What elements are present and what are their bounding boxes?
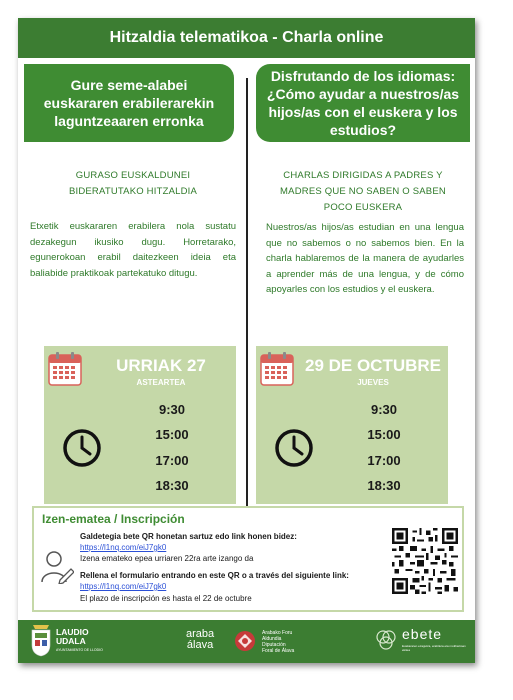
left-subtitle-line: GURASO EUSKALDUNEI bbox=[75, 170, 191, 181]
left-time-4: 18:30 bbox=[155, 478, 189, 493]
right-subtitle bbox=[263, 168, 463, 216]
poster-title: Hitzaldia telematikoa - Charla online bbox=[18, 18, 475, 58]
left-time-1: 9:30 bbox=[158, 402, 186, 417]
right-header-line: ¿Cómo ayudar a nuestros/as bbox=[266, 86, 460, 102]
right-subtitle-line: CHARLAS DIRIGIDAS A PADRES Y bbox=[283, 170, 443, 181]
left-header-line: Gure seme-alabei bbox=[70, 77, 188, 93]
left-time-3: 17:00 bbox=[155, 453, 189, 468]
clock-icon bbox=[274, 428, 314, 468]
clock-icon bbox=[62, 428, 102, 468]
eu-instruction: Galdetegia bete QR honetan sartuz edo link honen bidez: bbox=[80, 532, 297, 541]
araba-wordmark: araba álava bbox=[186, 628, 215, 651]
es-deadline-note: El plazo de inscripción es hasta el 22 de octubre bbox=[80, 594, 252, 603]
footer bbox=[18, 620, 475, 663]
right-time-4: 18:30 bbox=[367, 478, 401, 493]
left-header bbox=[24, 64, 234, 142]
right-header-line: estudios? bbox=[329, 122, 397, 138]
es-instruction: Rellena el formulario entrando en este QR o a través del siguiente link: bbox=[80, 571, 349, 580]
right-weekday: JUEVES bbox=[357, 378, 389, 387]
registration-box bbox=[32, 506, 464, 612]
ebete-tagline: Euskararen ezagutza, erabilera eta motibazioan ekitea bbox=[402, 644, 466, 652]
ebete-wordmark: ebete bbox=[402, 626, 443, 642]
left-time-2: 15:00 bbox=[155, 427, 189, 442]
left-subtitle bbox=[34, 168, 232, 200]
right-subtitle-line: MADRES QUE NO SABEN O SABEN bbox=[280, 186, 446, 197]
left-date-box bbox=[44, 346, 236, 504]
laudio-shield-logo bbox=[30, 625, 52, 657]
right-date: 29 DE OCTUBRE bbox=[304, 356, 442, 375]
column-divider bbox=[246, 78, 248, 518]
eu-deadline-note: Izena emateko epea urriaren 22ra arte izango da bbox=[80, 554, 254, 563]
right-body-text: Nuestros/as hijos/as estudian en una lengua que no sabemos o no sabemos bien. En la charla hablaremos de la manera de ayudarles a aprender más de una lengua, y de cómo apoyarles con los estudios y el euskera. bbox=[266, 222, 464, 295]
left-weekday: ASTEARTEA bbox=[136, 378, 186, 387]
araba-logo bbox=[232, 630, 258, 652]
right-header-line: Disfrutando de los idiomas: bbox=[270, 68, 456, 84]
laudio-name: LAUDIO UDALA bbox=[56, 627, 89, 646]
right-header-line: hijos/as con el euskera y los bbox=[268, 104, 458, 120]
person-edit-icon bbox=[40, 550, 74, 584]
right-time-2: 15:00 bbox=[367, 427, 401, 442]
calendar-icon bbox=[260, 352, 294, 386]
right-time-3: 17:00 bbox=[367, 453, 401, 468]
right-subtitle-line: POCO EUSKERA bbox=[323, 202, 403, 213]
left-body-text: Etxetik euskararen erabilera nola sustatu dezakegun ikusiko dugu. Horretarako, egunerokoan erabil daitezkeen ideia eta baliabide praktikoak partekatuko ditugu. bbox=[30, 221, 236, 279]
qr-code[interactable] bbox=[392, 528, 458, 594]
left-subtitle-line: BIDERATUTAKO HITZALDIA bbox=[68, 186, 198, 197]
right-header bbox=[256, 64, 470, 142]
eu-form-link[interactable]: https://l1nq.com/eiJ7gk0 bbox=[80, 543, 167, 552]
poster bbox=[18, 18, 475, 663]
laudio-subtitle: AYUNTAMIENTO DE LLODIO bbox=[56, 648, 103, 652]
left-date: URRIAK 27 bbox=[116, 356, 206, 375]
left-header-line: euskararen erabilerarekin bbox=[43, 95, 215, 111]
es-form-link[interactable]: https://l1nq.com/eiJ7gk0 bbox=[80, 582, 167, 591]
registration-title: Izen-ematea / Inscripción bbox=[42, 512, 185, 526]
ebete-logo bbox=[374, 628, 398, 652]
right-date-box bbox=[256, 346, 448, 504]
calendar-icon bbox=[48, 352, 82, 386]
right-time-1: 9:30 bbox=[370, 402, 398, 417]
left-header-line: laguntzeaaren erronka bbox=[54, 113, 204, 129]
araba-org-name: Arabako Foru Aldundia Diputación Foral de Álava bbox=[262, 630, 295, 654]
